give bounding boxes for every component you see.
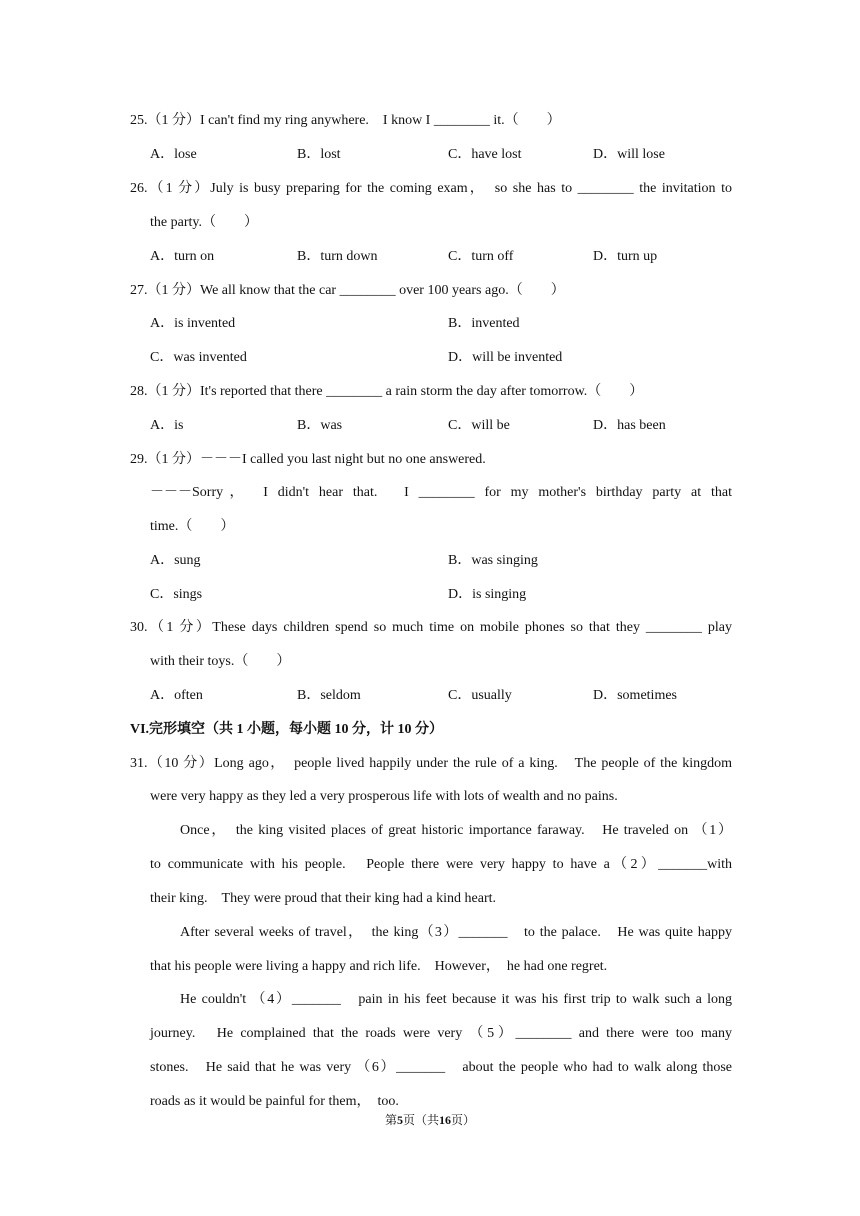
passage-line: were very happy as they led a very prosperous life with lots of wealth and no pains. xyxy=(150,789,618,804)
question-27-option-a: A．is invented xyxy=(150,316,236,331)
question-27-option-d: D．will be invented xyxy=(448,350,563,365)
question-27-option-c: C．was invented xyxy=(150,350,247,365)
page-footer xyxy=(0,1111,860,1129)
passage-line: 31.（10 分）Long ago， people lived happily under the rule of a king. The people of the kingdom xyxy=(130,756,732,771)
passage-line: He couldn't （4）_______ pain in his feet because it was his first trip to walk such a long xyxy=(180,992,732,1007)
question-26-option-a: A．turn on xyxy=(150,249,215,264)
question-25-option-b: B．lost xyxy=(297,147,341,162)
question-28-option-c: C．will be xyxy=(448,418,510,433)
footer-middle: 页（共 xyxy=(402,1113,439,1127)
question-30-option-a: A．often xyxy=(150,688,203,703)
passage-line: Once， the king visited places of great historic importance faraway. He traveled on （1） xyxy=(180,823,732,838)
question-28-option-d: D．has been xyxy=(593,418,666,433)
question-25-option-c: C．have lost xyxy=(448,147,522,162)
passage-line: their king. They were proud that their king had a kind heart. xyxy=(150,891,497,906)
question-29-option-d: D．is singing xyxy=(448,587,527,602)
page-number: 5 xyxy=(396,1113,403,1127)
question-29-stem-line3: time.（ ） xyxy=(150,519,235,534)
question-30-stem-line1: 30.（1 分）These days children spend so much time on mobile phones so that they ________ play xyxy=(130,620,732,635)
question-30-option-b: B．seldom xyxy=(297,688,361,703)
question-26-option-b: B．turn down xyxy=(297,249,378,264)
question-30-option-c: C．usually xyxy=(448,688,512,703)
question-29-option-a: A．sung xyxy=(150,553,201,568)
question-25-option-d: D．will lose xyxy=(593,147,665,162)
passage-line: stones. He said that he was very （6）_______ about the people who had to walk along those xyxy=(150,1060,732,1075)
passage-line: to communicate with his people. People there were very happy to have a（2）_______with xyxy=(150,857,732,872)
question-25-option-a: A．lose xyxy=(150,147,197,162)
question-25-stem: 25.（1 分）I can't find my ring anywhere. I know I ________ it.（ ） xyxy=(130,113,561,128)
question-26-stem-line1: 26.（1 分）July is busy preparing for the coming exam， so she has to ________ the invitation to xyxy=(130,181,732,196)
question-28-stem: 28.（1 分）It's reported that there ________ a rain storm the day after tomorrow.（ ） xyxy=(130,384,644,399)
footer-prefix: 第 xyxy=(384,1113,397,1127)
question-28-option-a: A．is xyxy=(150,418,184,433)
question-26-option-d: D．turn up xyxy=(593,249,658,264)
page-total: 16 xyxy=(439,1113,451,1127)
passage-line: journey. He complained that the roads were very （5）________ and there were too many xyxy=(150,1026,732,1041)
passage-line: roads as it would be painful for them， too. xyxy=(150,1094,399,1109)
question-27-option-b: B．invented xyxy=(448,316,520,331)
question-26-option-c: C．turn off xyxy=(448,249,514,264)
question-30-stem-line2: with their toys.（ ） xyxy=(150,654,291,669)
question-30-option-d: D．sometimes xyxy=(593,688,677,703)
footer-suffix: 页） xyxy=(451,1113,476,1127)
question-26-stem-line2: the party.（ ） xyxy=(150,215,258,230)
question-29-stem-line1: 29.（1 分）－－－I called you last night but no one answered. xyxy=(130,452,486,467)
question-29-option-b: B．was singing xyxy=(448,553,538,568)
passage-line: After several weeks of travel， the king（3）_______ to the palace. He was quite happy xyxy=(180,925,732,940)
passage-line: that his people were living a happy and rich life. However， he had one regret. xyxy=(150,959,608,974)
question-28-option-b: B．was xyxy=(297,418,343,433)
question-29-stem-line2: －－－Sorry， I didn't hear that. I ________ for my mother's birthday party at that xyxy=(150,485,732,500)
section-heading: VI.完形填空（共 1 小题，每小题 10 分，计 10 分） xyxy=(130,722,444,737)
question-27-stem: 27.（1 分）We all know that the car ________ over 100 years ago.（ ） xyxy=(130,283,565,298)
question-29-option-c: C．sings xyxy=(150,587,203,602)
